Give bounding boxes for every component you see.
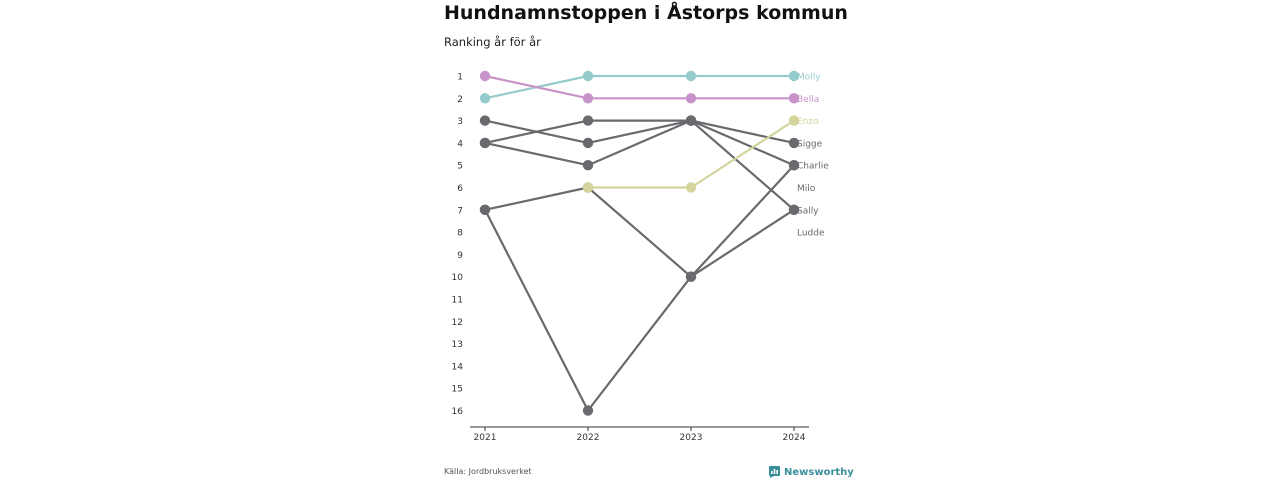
chart-subtitle: Ranking år för år (444, 35, 541, 49)
data-point-milo (480, 115, 490, 125)
series-line-enzo (588, 121, 794, 188)
data-point-ludde (686, 115, 696, 125)
data-point-enzo (583, 182, 593, 192)
y-tick-label: 7 (457, 206, 463, 217)
series-line-sally (485, 188, 794, 277)
y-tick-label: 9 (457, 250, 463, 261)
y-tick-label: 15 (451, 384, 463, 395)
data-point-enzo (686, 182, 696, 192)
series-label-sally: Sally (797, 206, 819, 217)
y-tick-label: 14 (451, 362, 463, 373)
series-label-molly: Molly (797, 72, 821, 83)
y-tick-label: 11 (451, 295, 463, 306)
y-tick-label: 3 (457, 117, 463, 128)
series-line-bella (485, 76, 794, 98)
series-label-ludde: Ludde (797, 228, 825, 239)
y-tick-label: 8 (457, 228, 463, 239)
x-tick-label: 2023 (679, 433, 703, 443)
series-label-sigge: Sigge (797, 139, 823, 150)
x-tick-label: 2024 (782, 433, 806, 443)
y-tick-label: 16 (451, 407, 463, 417)
series-label-milo: Milo (797, 184, 816, 194)
data-point-sally (480, 205, 490, 215)
data-point-bella (583, 93, 593, 103)
y-tick-label: 6 (457, 184, 463, 194)
brand-logo[interactable] (769, 466, 854, 478)
series-label-bella: Bella (797, 94, 820, 105)
data-point-bella (686, 93, 696, 103)
series-label-charlie: Charlie (797, 161, 829, 172)
y-tick-label: 2 (457, 94, 463, 105)
data-point-ludde (480, 138, 490, 148)
x-tick-label: 2021 (473, 433, 497, 443)
source-note: Källa: Jordbruksverket (444, 467, 532, 476)
series-line-ludde (485, 121, 794, 166)
y-tick-label: 5 (457, 161, 463, 172)
data-point-charlie (583, 405, 593, 415)
data-point-molly (480, 93, 490, 103)
series-label-enzo: Enzo (797, 117, 819, 128)
data-point-bella (480, 71, 490, 81)
x-tick-label: 2022 (576, 433, 600, 443)
chart-title: Hundnamnstoppen i Åstorps kommun (444, 2, 848, 24)
data-point-molly (686, 71, 696, 81)
brand-name: Newsworthy (784, 466, 854, 478)
newsworthy-logo-icon (769, 466, 780, 478)
y-tick-label: 13 (451, 340, 463, 351)
y-tick-label: 4 (457, 139, 463, 150)
data-point-sigge (583, 115, 593, 125)
y-tick-label: 10 (451, 273, 463, 284)
data-point-molly (583, 71, 593, 81)
data-point-sally (686, 272, 696, 282)
y-tick-label: 12 (451, 317, 463, 328)
y-tick-label: 1 (457, 72, 463, 83)
series-line-charlie (485, 165, 794, 410)
data-point-ludde (583, 160, 593, 170)
data-point-milo (583, 138, 593, 148)
